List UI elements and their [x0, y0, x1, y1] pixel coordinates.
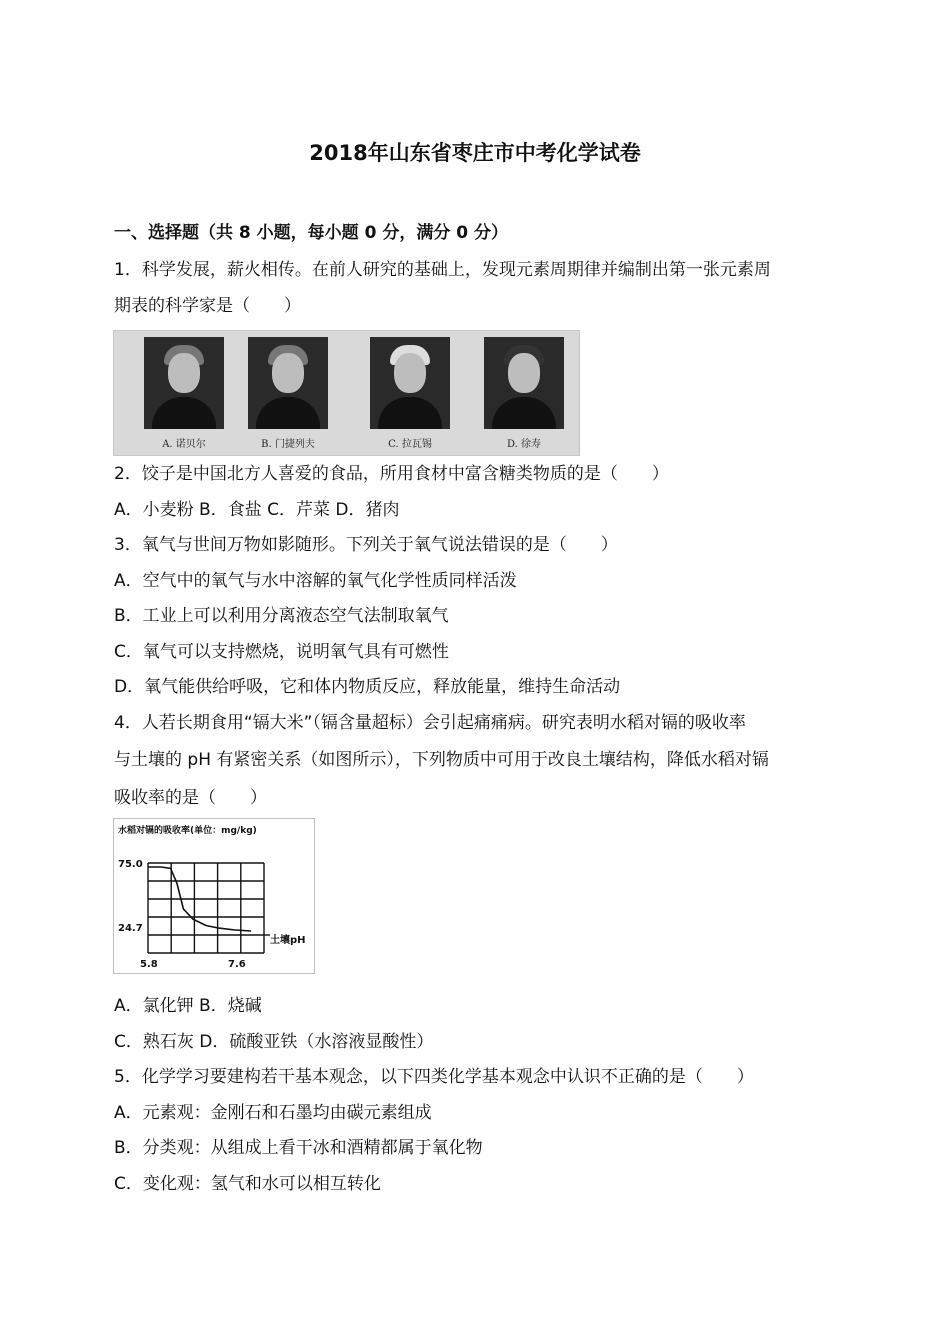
scientist-photos — [113, 330, 580, 456]
q5-option-b: B．分类观：从组成上看干冰和酒精都属于氧化物 — [114, 1138, 483, 1158]
q4-stem-line3: 吸收率的是（ ） — [114, 788, 267, 808]
portrait-b-caption: B. 门捷列夫 — [261, 439, 315, 450]
chart-title: 水稻对镉的吸收率(单位：mg/kg) — [118, 826, 257, 836]
portrait-b — [248, 337, 328, 429]
y-tick-bottom: 24.7 — [118, 923, 143, 934]
section-heading: 一、选择题（共 8 小题，每小题 0 分，满分 0 分） — [114, 223, 508, 243]
q1-stem-line1: 1．科学发展，薪火相传。在前人研究的基础上，发现元素周期律并编制出第一张元素周 — [114, 260, 771, 280]
x-axis-label: 土壤pH — [270, 935, 306, 946]
q1-stem-line2: 期表的科学家是（ ） — [114, 296, 301, 316]
q2-options: A．小麦粉 B．食盐 C．芹菜 D．猪肉 — [114, 500, 400, 520]
page-title: 2018年山东省枣庄市中考化学试卷 — [309, 141, 641, 165]
q2-stem: 2．饺子是中国北方人喜爱的食品，所用食材中富含糖类物质的是（ ） — [114, 464, 669, 484]
q3-option-a: A．空气中的氧气与水中溶解的氧气化学性质同样活泼 — [114, 571, 517, 591]
portrait-d — [484, 337, 564, 429]
q3-option-c: C．氧气可以支持燃烧，说明氧气具有可燃性 — [114, 642, 449, 662]
chart-grid — [148, 863, 270, 953]
q5-option-c: C．变化观：氢气和水可以相互转化 — [114, 1174, 381, 1194]
q5-option-a: A．元素观：金刚石和石墨均由碳元素组成 — [114, 1103, 432, 1123]
portrait-d-caption: D. 徐寿 — [506, 439, 542, 450]
q3-option-b: B．工业上可以利用分离液态空气法制取氧气 — [114, 606, 449, 626]
q3-stem: 3．氧气与世间万物如影随形。下列关于氧气说法错误的是（ ） — [114, 535, 618, 555]
x-tick-right: 7.6 — [228, 959, 246, 970]
portrait-c — [370, 337, 450, 429]
q4-stem-line1: 4．人若长期食用“镉大米”（镉含量超标）会引起痛痛病。研究表明水稻对镉的吸收率 — [114, 713, 746, 733]
q4-options-cd: C．熟石灰 D．硫酸亚铁（水溶液显酸性） — [114, 1032, 434, 1052]
x-tick-left: 5.8 — [140, 959, 158, 970]
portrait-a-caption: A. 诺贝尔 — [162, 439, 206, 450]
portrait-c-caption: C. 拉瓦锡 — [388, 439, 432, 450]
q4-options-ab: A．氯化钾 B．烧碱 — [114, 996, 262, 1016]
q4-stem-line2: 与土壤的 pH 有紧密关系（如图所示），下列物质中可用于改良土壤结构，降低水稻对镉 — [114, 750, 769, 770]
cadmium-absorption-chart — [113, 818, 315, 974]
q5-stem: 5．化学学习要建构若干基本观念，以下四类化学基本观念中认识不正确的是（ ） — [114, 1067, 754, 1087]
q3-option-d: D．氧气能供给呼吸，它和体内物质反应，释放能量，维持生命活动 — [114, 677, 621, 697]
y-tick-top: 75.0 — [118, 859, 143, 870]
portrait-a — [144, 337, 224, 429]
